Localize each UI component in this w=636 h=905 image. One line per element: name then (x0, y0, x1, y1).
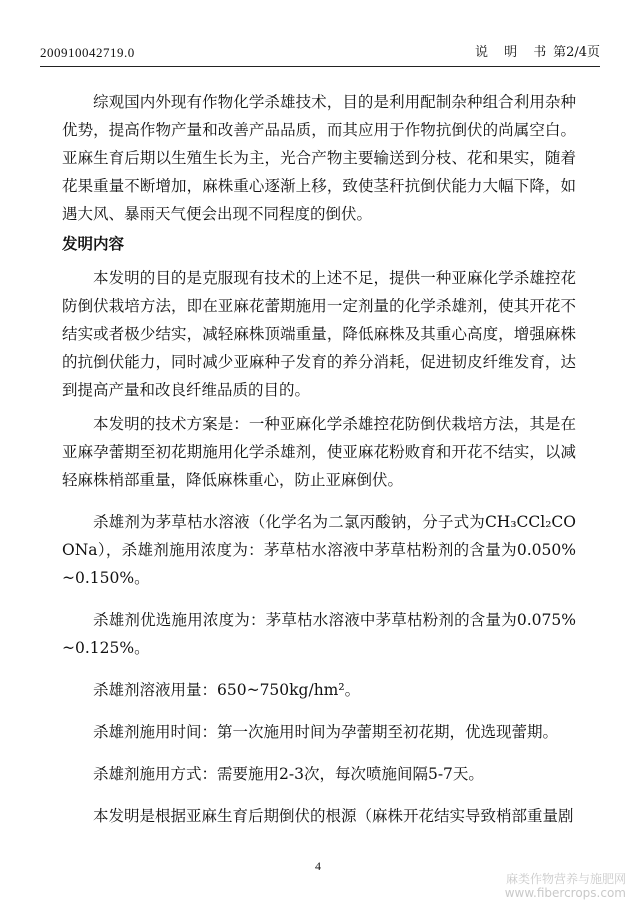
watermark-site-name: 麻类作物营养与施肥网 (505, 872, 626, 886)
paragraph-principle: 本发明是根据亚麻生育后期倒伏的根源（麻株开花结实导致梢部重量剧 (93, 807, 574, 825)
header-divider (40, 66, 600, 67)
paragraph-dosage: 杀雄剂溶液用量：650~750kg/hm²。 (93, 681, 361, 699)
watermark-url: www.fibercrops.com (504, 886, 626, 900)
paragraph-technical-solution: 本发明的技术方案是：一种亚麻化学杀雄控花防倒伏栽培方法，其是在亚麻孕蕾期至初花期施用化学杀雄剂，使亚麻花粉败育和开花不结实，以减轻麻株梢部重量，降低麻株重心，防止亚麻倒伏。 (62, 415, 576, 489)
paragraph-objective: 本发明的目的是克服现有技术的上述不足，提供一种亚麻化学杀雄控花防倒伏栽培方法，即在亚麻花蕾期施用一定剂量的化学杀雄剂，使其开花不结实或者极少结实，减轻麻株顶端重量，降低麻株及其重心高度，增强麻株的抗倒伏能力，同时减少亚麻种子发育的养分消耗，促进韧皮纤维发育，达到提高产量和改良纤维品质的目的。 (62, 269, 576, 399)
paragraph-preferred-concentration: 杀雄剂优选施用浓度为：茅草枯水溶液中茅草枯粉剂的含量为0.075%~0.125%。 (62, 611, 576, 657)
page-number: 4 (315, 859, 321, 873)
document-body (62, 88, 576, 830)
site-watermark (505, 872, 626, 900)
document-type: 说 明 书 (475, 45, 553, 60)
paragraph-timing: 杀雄剂施用时间：第一次施用时间为孕蕾期至初花期，优选现蕾期。 (93, 723, 559, 741)
paragraph-method: 杀雄剂施用方式：需要施用2-3次，每次喷施间隔5-7天。 (93, 765, 484, 783)
application-number: 200910042719.0 (40, 45, 135, 60)
page-indicator: 第2/4页 (553, 45, 600, 60)
paragraph-agent-concentration: 杀雄剂为茅草枯水溶液（化学名为二氯丙酸钠，分子式为CH₃CCl₂COONa），杀雄剂施用浓度为：茅草枯水溶液中茅草枯粉剂的含量为0.050%~0.150%。 (62, 513, 576, 587)
page-header (40, 45, 600, 65)
paragraph-background: 综观国内外现有作物化学杀雄技术，目的是利用配制杂种组合利用杂种优势，提高作物产量和改善产品品质，而其应用于作物抗倒伏的尚属空白。亚麻生育后期以生殖生长为主，光合产物主要输送到分枝、花和果实，随着花果重量不断增加，麻株重心逐渐上移，致使茎秆抗倒伏能力大幅下降，如遇大风、暴雨天气便会出现不同程度的倒伏。 (62, 93, 576, 223)
section-heading: 发明内容 (62, 234, 125, 253)
